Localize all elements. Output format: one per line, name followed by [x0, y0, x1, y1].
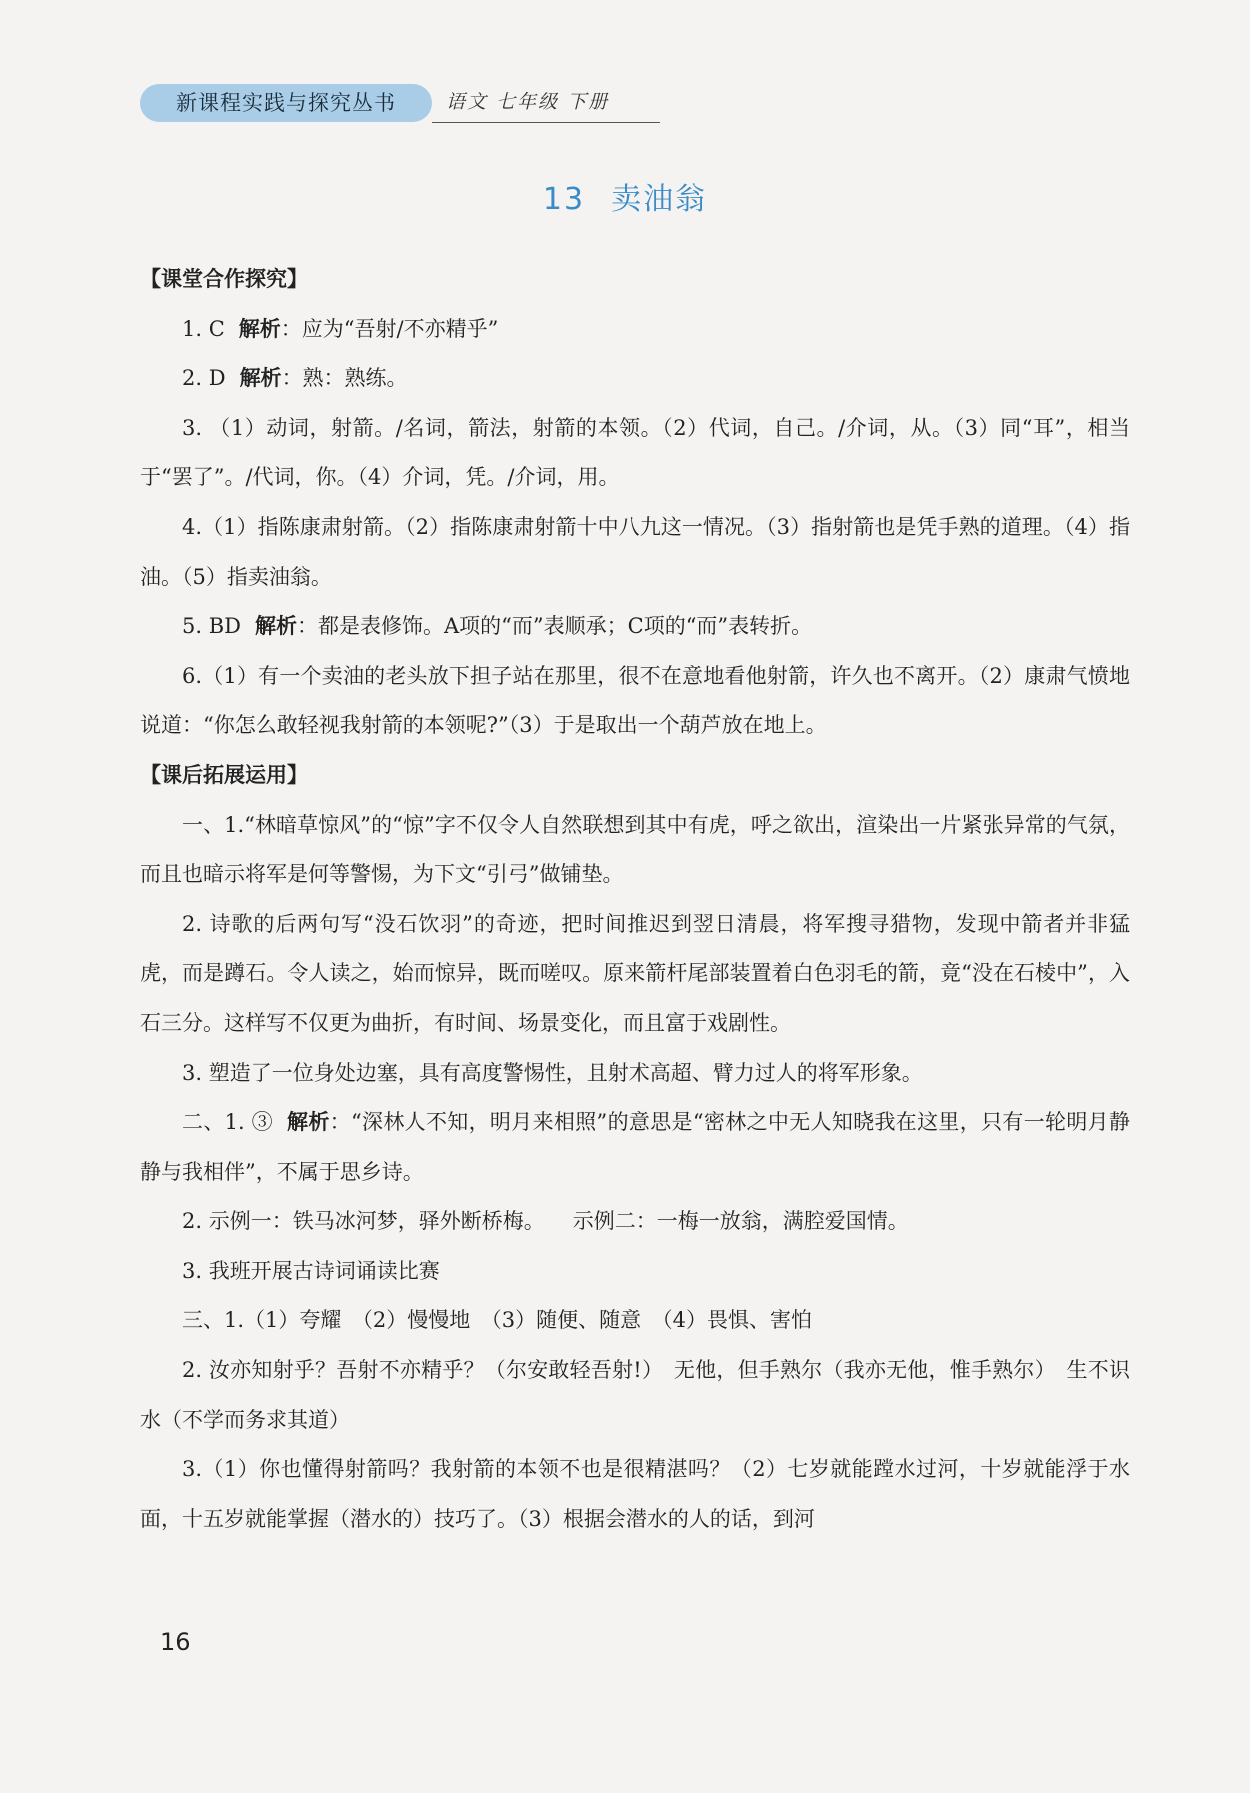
answer-content	[140, 255, 1130, 1544]
subject-label: 语文 七年级 下册	[446, 91, 610, 113]
lesson-title: 卖油翁	[611, 182, 708, 217]
series-badge: 新课程实践与探究丛书	[140, 84, 432, 122]
answer-item: 2. 示例一：铁马冰河梦，驿外断桥梅。 示例二：一梅一放翁，满腔爱国情。	[182, 1209, 909, 1234]
header-divider	[432, 122, 660, 123]
lesson-number: 13	[542, 182, 586, 217]
answer-item: 二、1. ③ 解析：“深林人不知，明月来相照”的意思是“密林之中无人知晓我在这里，只有一轮明月静静与我相伴”，不属于思乡诗。	[140, 1110, 1130, 1184]
answer-item: 3. 塑造了一位身处边塞，具有高度警惕性，且射术高超、臂力过人的将军形象。	[182, 1060, 923, 1085]
answer-item: 5. BD 解析：都是表修饰。A项的“而”表顺承；C项的“而”表转折。	[182, 614, 813, 639]
section-heading-extension: 【课后拓展运用】	[140, 762, 308, 787]
answer-item: 3.（1）你也懂得射箭吗？我射箭的本领不也是很精湛吗？（2）七岁就能蹚水过河，十岁就能浮于水面，十五岁就能掌握（潜水的）技巧了。（3）根据会潜水的人的话，到河	[140, 1457, 1130, 1531]
answer-item: 3. （1）动词，射箭。/名词，箭法，射箭的本领。（2）代词，自己。/介词，从。（3）同“耳”，相当于“罢了”。/代词，你。（4）介词，凭。/介词，用。	[140, 415, 1130, 490]
section-heading-classroom: 【课堂合作探究】	[140, 267, 308, 291]
answer-item: 4.（1）指陈康肃射箭。（2）指陈康肃射箭十中八九这一情况。（3）指射箭也是凭手熟的道理。（4）指油。（5）指卖油翁。	[140, 514, 1130, 589]
page-title	[0, 174, 1250, 218]
page-number: 16	[160, 1628, 191, 1656]
answer-item: 2. 诗歌的后两句写“没石饮羽”的奇迹，把时间推迟到翌日清晨，将军搜寻猎物，发现中箭者并非猛虎，而是蹲石。令人读之，始而惊异，既而嗟叹。原来箭杆尾部装置着白色羽毛的箭，竟“没在石棱中”，入石三分。这样写不仅更为曲折，有时间、场景变化，而且富于戏剧性。	[140, 911, 1130, 1035]
answer-item: 2. 汝亦知射乎？吾射不亦精乎？（尔安敢轻吾射!） 无他，但手熟尔（我亦无他，惟手熟尔） 生不识水（不学而务求其道）	[140, 1358, 1130, 1432]
answer-item: 一、1.“林暗草惊风”的“惊”字不仅令人自然联想到其中有虎，呼之欲出，渲染出一片紧张异常的气氛，而且也暗示将军是何等警惕，为下文“引弓”做铺垫。	[140, 812, 1130, 887]
answer-item: 3. 我班开展古诗词诵读比赛	[182, 1258, 440, 1283]
answer-item: 6.（1）有一个卖油的老头放下担子站在那里，很不在意地看他射箭，许久也不离开。（2）康肃气愤地说道：“你怎么敢轻视我射箭的本领呢?”（3）于是取出一个葫芦放在地上。	[140, 663, 1130, 738]
answer-item: 2. D 解析：熟：熟练。	[182, 366, 408, 391]
answer-item: 1. C 解析：应为“吾射/不亦精乎”	[182, 316, 499, 341]
answer-item: 三、1.（1）夸耀 （2）慢慢地 （3）随便、随意 （4）畏惧、害怕	[182, 1308, 812, 1333]
